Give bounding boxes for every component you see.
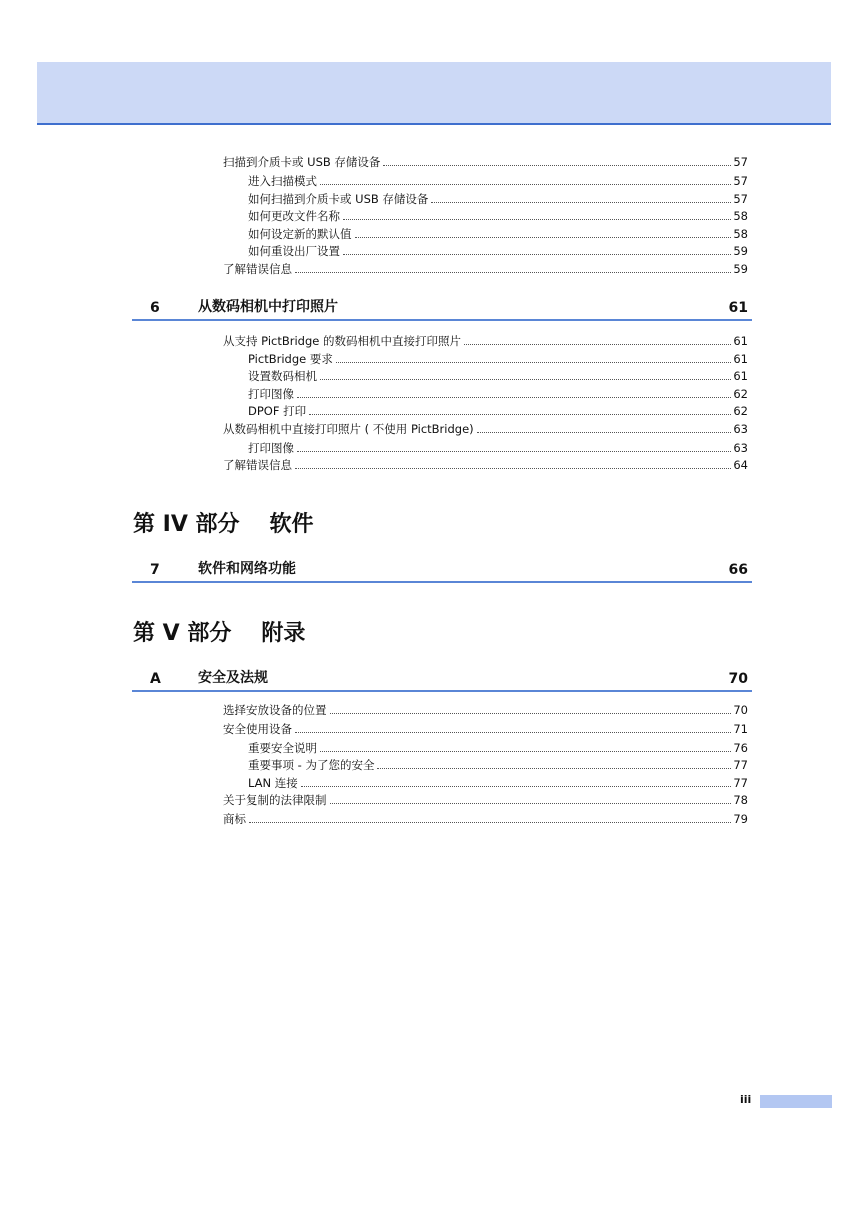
toc-subentry[interactable] bbox=[248, 192, 748, 206]
chapter-heading[interactable] bbox=[132, 297, 752, 321]
chapter-page: 61 bbox=[728, 300, 748, 316]
toc-entry-label: 如何更改文件名称 bbox=[248, 209, 340, 223]
toc-entry-label: 商标 bbox=[223, 812, 246, 826]
dot-leader bbox=[336, 362, 732, 363]
toc-subentry[interactable] bbox=[248, 776, 748, 790]
part-heading bbox=[133, 507, 314, 538]
part-label: 第 IV 部分 bbox=[133, 512, 240, 537]
page-number: iii bbox=[740, 1093, 752, 1106]
toc-entry-page: 58 bbox=[733, 227, 748, 241]
toc-entry-page: 76 bbox=[733, 741, 748, 755]
footer-band bbox=[760, 1095, 832, 1108]
toc-entry-label: 如何扫描到介质卡或 USB 存储设备 bbox=[248, 192, 429, 206]
toc-entry-page: 77 bbox=[733, 776, 748, 790]
chapter-heading[interactable] bbox=[132, 668, 752, 692]
toc-entry-page: 61 bbox=[733, 352, 748, 366]
toc-entry-label: 关于复制的法律限制 bbox=[223, 793, 327, 807]
toc-subentry[interactable] bbox=[248, 387, 748, 401]
toc-entry[interactable] bbox=[223, 262, 748, 276]
toc-entry-page: 57 bbox=[733, 155, 748, 169]
toc-entry-page: 61 bbox=[733, 369, 748, 383]
toc-entry-label: 重要安全说明 bbox=[248, 741, 317, 755]
toc-subentry[interactable] bbox=[248, 227, 748, 241]
toc-entry-label: DPOF 打印 bbox=[248, 404, 307, 418]
toc-entry-label: 选择安放设备的位置 bbox=[223, 703, 327, 717]
dot-leader bbox=[301, 786, 732, 787]
part-title: 附录 bbox=[261, 621, 306, 646]
toc-subentry[interactable] bbox=[248, 244, 748, 258]
toc-entry[interactable] bbox=[223, 812, 748, 826]
toc-entry-label: 如何设定新的默认值 bbox=[248, 227, 352, 241]
toc-entry-label: 从支持 PictBridge 的数码相机中直接打印照片 bbox=[223, 334, 462, 348]
dot-leader bbox=[297, 451, 731, 452]
toc-entry[interactable] bbox=[223, 422, 748, 436]
dot-leader bbox=[355, 237, 732, 238]
chapter-title: 软件和网络功能 bbox=[198, 561, 296, 577]
toc-entry-label: 重要事项 - 为了您的安全 bbox=[248, 758, 375, 772]
toc-entry-label: 了解错误信息 bbox=[223, 262, 292, 276]
toc-entry-page: 79 bbox=[733, 812, 748, 826]
toc-entry-label: 扫描到介质卡或 USB 存储设备 bbox=[223, 155, 381, 169]
toc-entry-label: 设置数码相机 bbox=[248, 369, 317, 383]
toc-entry-label: 安全使用设备 bbox=[223, 722, 292, 736]
chapter-heading[interactable] bbox=[132, 559, 752, 583]
dot-leader bbox=[383, 165, 731, 166]
part-title: 软件 bbox=[269, 512, 314, 537]
dot-leader bbox=[320, 184, 731, 185]
toc-subentry[interactable] bbox=[248, 352, 748, 366]
toc-entry[interactable] bbox=[223, 334, 748, 348]
toc-subentry[interactable] bbox=[248, 174, 748, 188]
toc-entry-page: 63 bbox=[733, 441, 748, 455]
dot-leader bbox=[309, 414, 731, 415]
toc-entry-page: 59 bbox=[733, 262, 748, 276]
toc-entry-label: LAN 连接 bbox=[248, 776, 298, 790]
toc-entry-page: 64 bbox=[733, 458, 748, 472]
chapter-page: 70 bbox=[728, 671, 748, 687]
toc-entry-page: 58 bbox=[733, 209, 748, 223]
toc-entry-page: 59 bbox=[733, 244, 748, 258]
dot-leader bbox=[477, 432, 732, 433]
toc-entry[interactable] bbox=[223, 155, 748, 169]
toc-entry-page: 71 bbox=[733, 722, 748, 736]
dot-leader bbox=[431, 202, 731, 203]
dot-leader bbox=[297, 397, 731, 398]
toc-subentry[interactable] bbox=[248, 209, 748, 223]
dot-leader bbox=[249, 822, 731, 823]
dot-leader bbox=[343, 219, 731, 220]
chapter-title: 从数码相机中打印照片 bbox=[198, 299, 338, 315]
toc-entry-label: 打印图像 bbox=[248, 441, 294, 455]
dot-leader bbox=[330, 713, 732, 714]
toc-subentry[interactable] bbox=[248, 741, 748, 755]
chapter-page: 66 bbox=[728, 562, 748, 578]
part-label: 第 V 部分 bbox=[133, 621, 232, 646]
dot-leader bbox=[295, 272, 731, 273]
toc-entry-label: PictBridge 要求 bbox=[248, 352, 333, 366]
toc-entry-page: 70 bbox=[733, 703, 748, 717]
toc-entry[interactable] bbox=[223, 458, 748, 472]
toc-subentry[interactable] bbox=[248, 369, 748, 383]
toc-entry-page: 57 bbox=[733, 192, 748, 206]
dot-leader bbox=[295, 468, 731, 469]
dot-leader bbox=[377, 768, 731, 769]
chapter-number: A bbox=[150, 671, 161, 687]
toc-entry-page: 62 bbox=[733, 404, 748, 418]
part-heading bbox=[133, 616, 305, 647]
toc-entry-label: 打印图像 bbox=[248, 387, 294, 401]
toc-subentry[interactable] bbox=[248, 404, 748, 418]
dot-leader bbox=[320, 751, 731, 752]
dot-leader bbox=[330, 803, 732, 804]
toc-entry[interactable] bbox=[223, 793, 748, 807]
toc-entry-page: 61 bbox=[733, 334, 748, 348]
toc-entry-page: 78 bbox=[733, 793, 748, 807]
header-band bbox=[37, 62, 831, 125]
toc-entry-page: 62 bbox=[733, 387, 748, 401]
dot-leader bbox=[295, 732, 731, 733]
toc-entry[interactable] bbox=[223, 703, 748, 717]
toc-subentry[interactable] bbox=[248, 441, 748, 455]
dot-leader bbox=[343, 254, 731, 255]
dot-leader bbox=[320, 379, 731, 380]
toc-entry-page: 77 bbox=[733, 758, 748, 772]
toc-entry[interactable] bbox=[223, 722, 748, 736]
toc-entry-label: 从数码相机中直接打印照片 ( 不使用 PictBridge) bbox=[223, 422, 474, 436]
toc-subentry[interactable] bbox=[248, 758, 748, 772]
toc-entry-page: 57 bbox=[733, 174, 748, 188]
toc-entry-label: 了解错误信息 bbox=[223, 458, 292, 472]
dot-leader bbox=[464, 344, 731, 345]
toc-entry-label: 如何重设出厂设置 bbox=[248, 244, 340, 258]
chapter-number: 6 bbox=[150, 300, 160, 316]
chapter-number: 7 bbox=[150, 562, 160, 578]
chapter-title: 安全及法规 bbox=[198, 670, 268, 686]
toc-entry-label: 进入扫描模式 bbox=[248, 174, 317, 188]
toc-entry-page: 63 bbox=[733, 422, 748, 436]
